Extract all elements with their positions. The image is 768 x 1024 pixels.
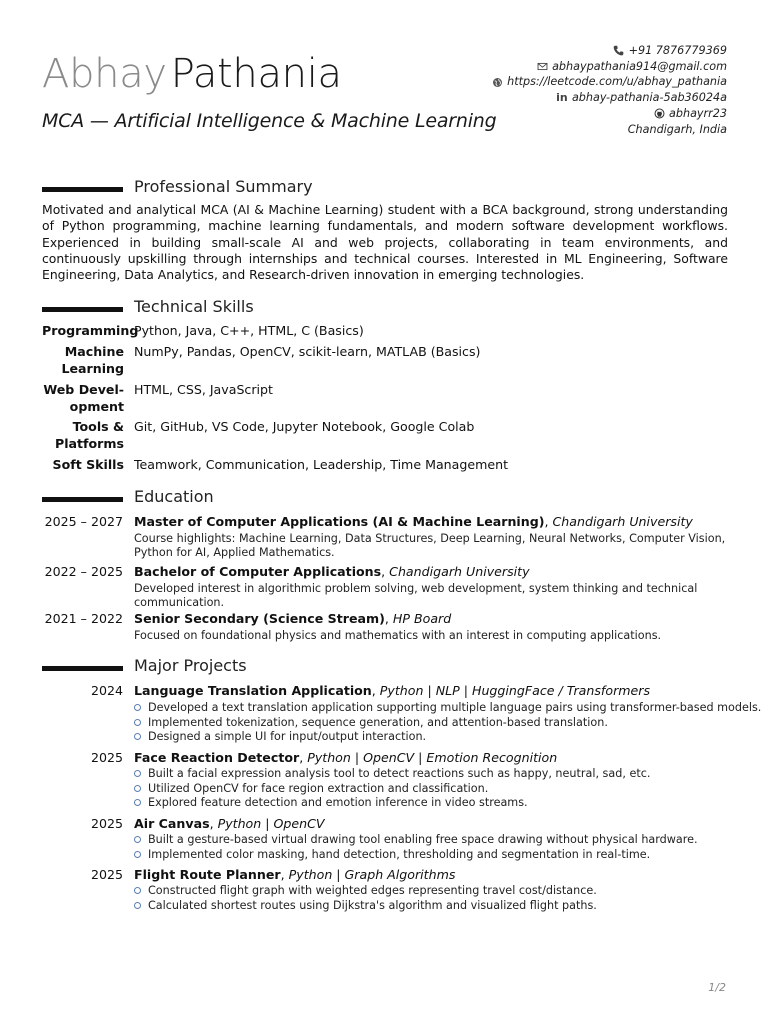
list-item xyxy=(134,782,650,797)
education-description: Focused on foundational physics and mathematics with an interest in computing applications. xyxy=(134,629,662,642)
circle-bullet-icon xyxy=(134,785,141,792)
skill-label xyxy=(42,343,124,377)
envelope-icon xyxy=(536,61,548,73)
circle-bullet-icon xyxy=(134,719,141,726)
location-text: Chandigarh, India xyxy=(627,122,727,136)
education-heading: Senior Secondary (Science Stream), HP Board xyxy=(134,611,452,626)
phone-icon xyxy=(613,45,625,57)
candidate-name xyxy=(42,48,342,100)
degree-subtitle: MCA — Artificial Intelligence & Machine Learning xyxy=(42,110,497,132)
skill-label-line: opment xyxy=(69,399,124,414)
list-item xyxy=(134,701,761,716)
bullet-text: Designed a simple UI for input/output interaction. xyxy=(148,730,427,743)
skill-label-line: Programming xyxy=(42,323,139,338)
contact-location xyxy=(491,122,727,138)
section-rule xyxy=(42,497,123,502)
project-title: Face Reaction Detector xyxy=(134,750,300,765)
bullet-text: Built a facial expression analysis tool to detect reactions such as happy, neutral, sad, etc. xyxy=(148,767,651,780)
circle-bullet-icon xyxy=(134,902,141,909)
project-heading: Air Canvas, Python | OpenCV xyxy=(134,816,325,831)
project-title: Flight Route Planner xyxy=(134,867,281,882)
degree-title: Bachelor of Computer Applications xyxy=(134,564,382,579)
skill-value: NumPy, Pandas, OpenCV, scikit-learn, MATLAB (Basics) xyxy=(134,344,481,359)
institution: HP Board xyxy=(392,611,452,626)
list-item xyxy=(134,716,761,731)
section-major-projects xyxy=(42,657,728,677)
skill-label xyxy=(42,418,124,452)
section-title-education: Education xyxy=(134,487,214,506)
list-item xyxy=(134,833,698,848)
section-rule xyxy=(42,187,123,192)
project-bullets xyxy=(134,833,698,862)
project-tech: Python | Graph Algorithms xyxy=(288,867,456,882)
degree-title: Master of Computer Applications (AI & Machine Learning) xyxy=(134,514,545,529)
skill-label xyxy=(42,381,124,415)
section-title-projects: Major Projects xyxy=(134,656,247,675)
project-heading: Flight Route Planner, Python | Graph Algorithms xyxy=(134,867,456,882)
contact-linkedin[interactable] xyxy=(491,90,727,106)
bullet-text: Explored feature detection and emotion inference in video streams. xyxy=(148,796,528,809)
skill-label-line: Web Devel- xyxy=(43,382,124,397)
education-dates: 2022 – 2025 xyxy=(44,564,123,579)
bullet-text: Constructed flight graph with weighted edges representing travel cost/distance. xyxy=(148,884,597,897)
skill-value: Git, GitHub, VS Code, Jupyter Notebook, Google Colab xyxy=(134,419,475,434)
project-bullets xyxy=(134,884,597,913)
education-dates: 2025 – 2027 xyxy=(44,514,123,529)
linkedin-text: abhay-pathania-5ab36024a xyxy=(571,91,727,105)
circle-bullet-icon xyxy=(134,887,141,894)
linkedin-icon: in xyxy=(556,91,568,105)
section-technical-skills xyxy=(42,298,728,318)
list-item xyxy=(134,796,650,811)
circle-bullet-icon xyxy=(134,770,141,777)
skill-label-line: Tools & xyxy=(72,419,124,434)
skill-value: HTML, CSS, JavaScript xyxy=(134,382,273,397)
phone-text: +91 7876779369 xyxy=(628,44,727,57)
list-item xyxy=(134,884,597,899)
project-bullets xyxy=(134,701,761,745)
github-text: abhayrr23 xyxy=(669,106,727,120)
skill-value: Python, Java, C++, HTML, C (Basics) xyxy=(134,323,364,338)
skill-label xyxy=(42,456,124,473)
list-item xyxy=(134,730,761,745)
github-icon xyxy=(653,108,665,120)
skill-label-line: Soft Skills xyxy=(52,457,124,472)
contact-github[interactable] xyxy=(491,106,727,122)
institution: Chandigarh University xyxy=(552,514,693,529)
circle-bullet-icon xyxy=(134,733,141,740)
bullet-text: Built a gesture-based virtual drawing tool enabling free space drawing without physical hardware. xyxy=(148,833,698,846)
project-year: 2024 xyxy=(90,683,123,698)
section-title-summary: Professional Summary xyxy=(134,177,313,196)
education-description: Course highlights: Machine Learning, Data Structures, Deep Learning, Neural Networks, Computer Vision, Python for AI, Applied Mathematics. xyxy=(134,532,726,560)
project-title: Language Translation Application xyxy=(134,683,372,698)
project-tech: Python | OpenCV | Emotion Recognition xyxy=(307,750,558,765)
summary-paragraph: Motivated and analytical MCA (AI & Machine Learning) student with a BCA background, strong understanding of Python programming, machine learning fundamentals, and modern software development workflows. Experienced in building small-scale AI and web projects, collaborating in team environments, and continuously upskilling through internships and technical courses. Interested in ML Engineering, Software Engineering, Data Analytics, and Research-driven innovation in emerging technologies. xyxy=(42,202,728,283)
email-text: abhaypathania914@gmail.com xyxy=(552,59,727,73)
contact-email[interactable] xyxy=(491,59,727,75)
section-professional-summary xyxy=(42,178,728,198)
skill-label xyxy=(42,322,139,339)
first-name: Abhay xyxy=(42,51,167,97)
section-education xyxy=(42,488,728,508)
page-number: 1/2 xyxy=(708,981,726,994)
contact-block xyxy=(491,43,727,137)
section-title-skills: Technical Skills xyxy=(134,297,254,316)
skill-label-line: Machine xyxy=(64,344,124,359)
bullet-text: Utilized OpenCV for face region extraction and classification. xyxy=(148,781,489,795)
project-tech: Python | OpenCV xyxy=(217,816,325,831)
bullet-text: Calculated shortest routes using Dijkstra's algorithm and visualized flight paths. xyxy=(148,898,597,912)
leetcode-link: https://leetcode.com/u/abhay_pathania xyxy=(507,75,727,89)
project-heading: Face Reaction Detector, Python | OpenCV | Emotion Recognition xyxy=(134,750,558,765)
project-bullets xyxy=(134,767,650,811)
project-heading: Language Translation Application, Python | NLP | HuggingFace / Transformers xyxy=(134,683,651,698)
section-rule xyxy=(42,307,123,312)
skill-value: Teamwork, Communication, Leadership, Time Management xyxy=(134,457,509,472)
list-item xyxy=(134,767,650,782)
globe-icon xyxy=(491,76,503,88)
bullet-text: Implemented color masking, hand detection, thresholding and segmentation in real-time. xyxy=(148,847,651,861)
education-dates: 2021 – 2022 xyxy=(44,611,123,626)
degree-title: Senior Secondary (Science Stream) xyxy=(134,611,385,626)
section-rule xyxy=(42,666,123,671)
education-heading: Master of Computer Applications (AI & Machine Learning), Chandigarh University xyxy=(134,514,693,529)
contact-leetcode[interactable] xyxy=(491,74,727,90)
skill-label-line: Platforms xyxy=(54,436,124,451)
circle-bullet-icon xyxy=(134,851,141,858)
bullet-text: Implemented tokenization, sequence generation, and attention-based translation. xyxy=(148,715,608,729)
education-description: Developed interest in algorithmic problem solving, web development, system thinking and technical communication. xyxy=(134,582,698,610)
bullet-text: Developed a text translation application supporting multiple language pairs using transformer-based models. xyxy=(148,701,762,714)
project-year: 2025 xyxy=(90,816,123,831)
circle-bullet-icon xyxy=(134,704,141,711)
institution: Chandigarh University xyxy=(389,564,530,579)
skill-label-line: Learning xyxy=(61,361,124,376)
resume-header xyxy=(42,44,727,148)
list-item xyxy=(134,848,698,863)
contact-phone[interactable] xyxy=(491,43,727,59)
circle-bullet-icon xyxy=(134,836,141,843)
education-heading: Bachelor of Computer Applications, Chandigarh University xyxy=(134,564,530,579)
project-tech: Python | NLP | HuggingFace / Transformers xyxy=(379,683,651,698)
project-year: 2025 xyxy=(90,867,123,882)
project-title: Air Canvas xyxy=(134,816,210,831)
last-name: Pathania xyxy=(170,51,342,97)
project-year: 2025 xyxy=(90,750,123,765)
list-item xyxy=(134,899,597,914)
circle-bullet-icon xyxy=(134,799,141,806)
